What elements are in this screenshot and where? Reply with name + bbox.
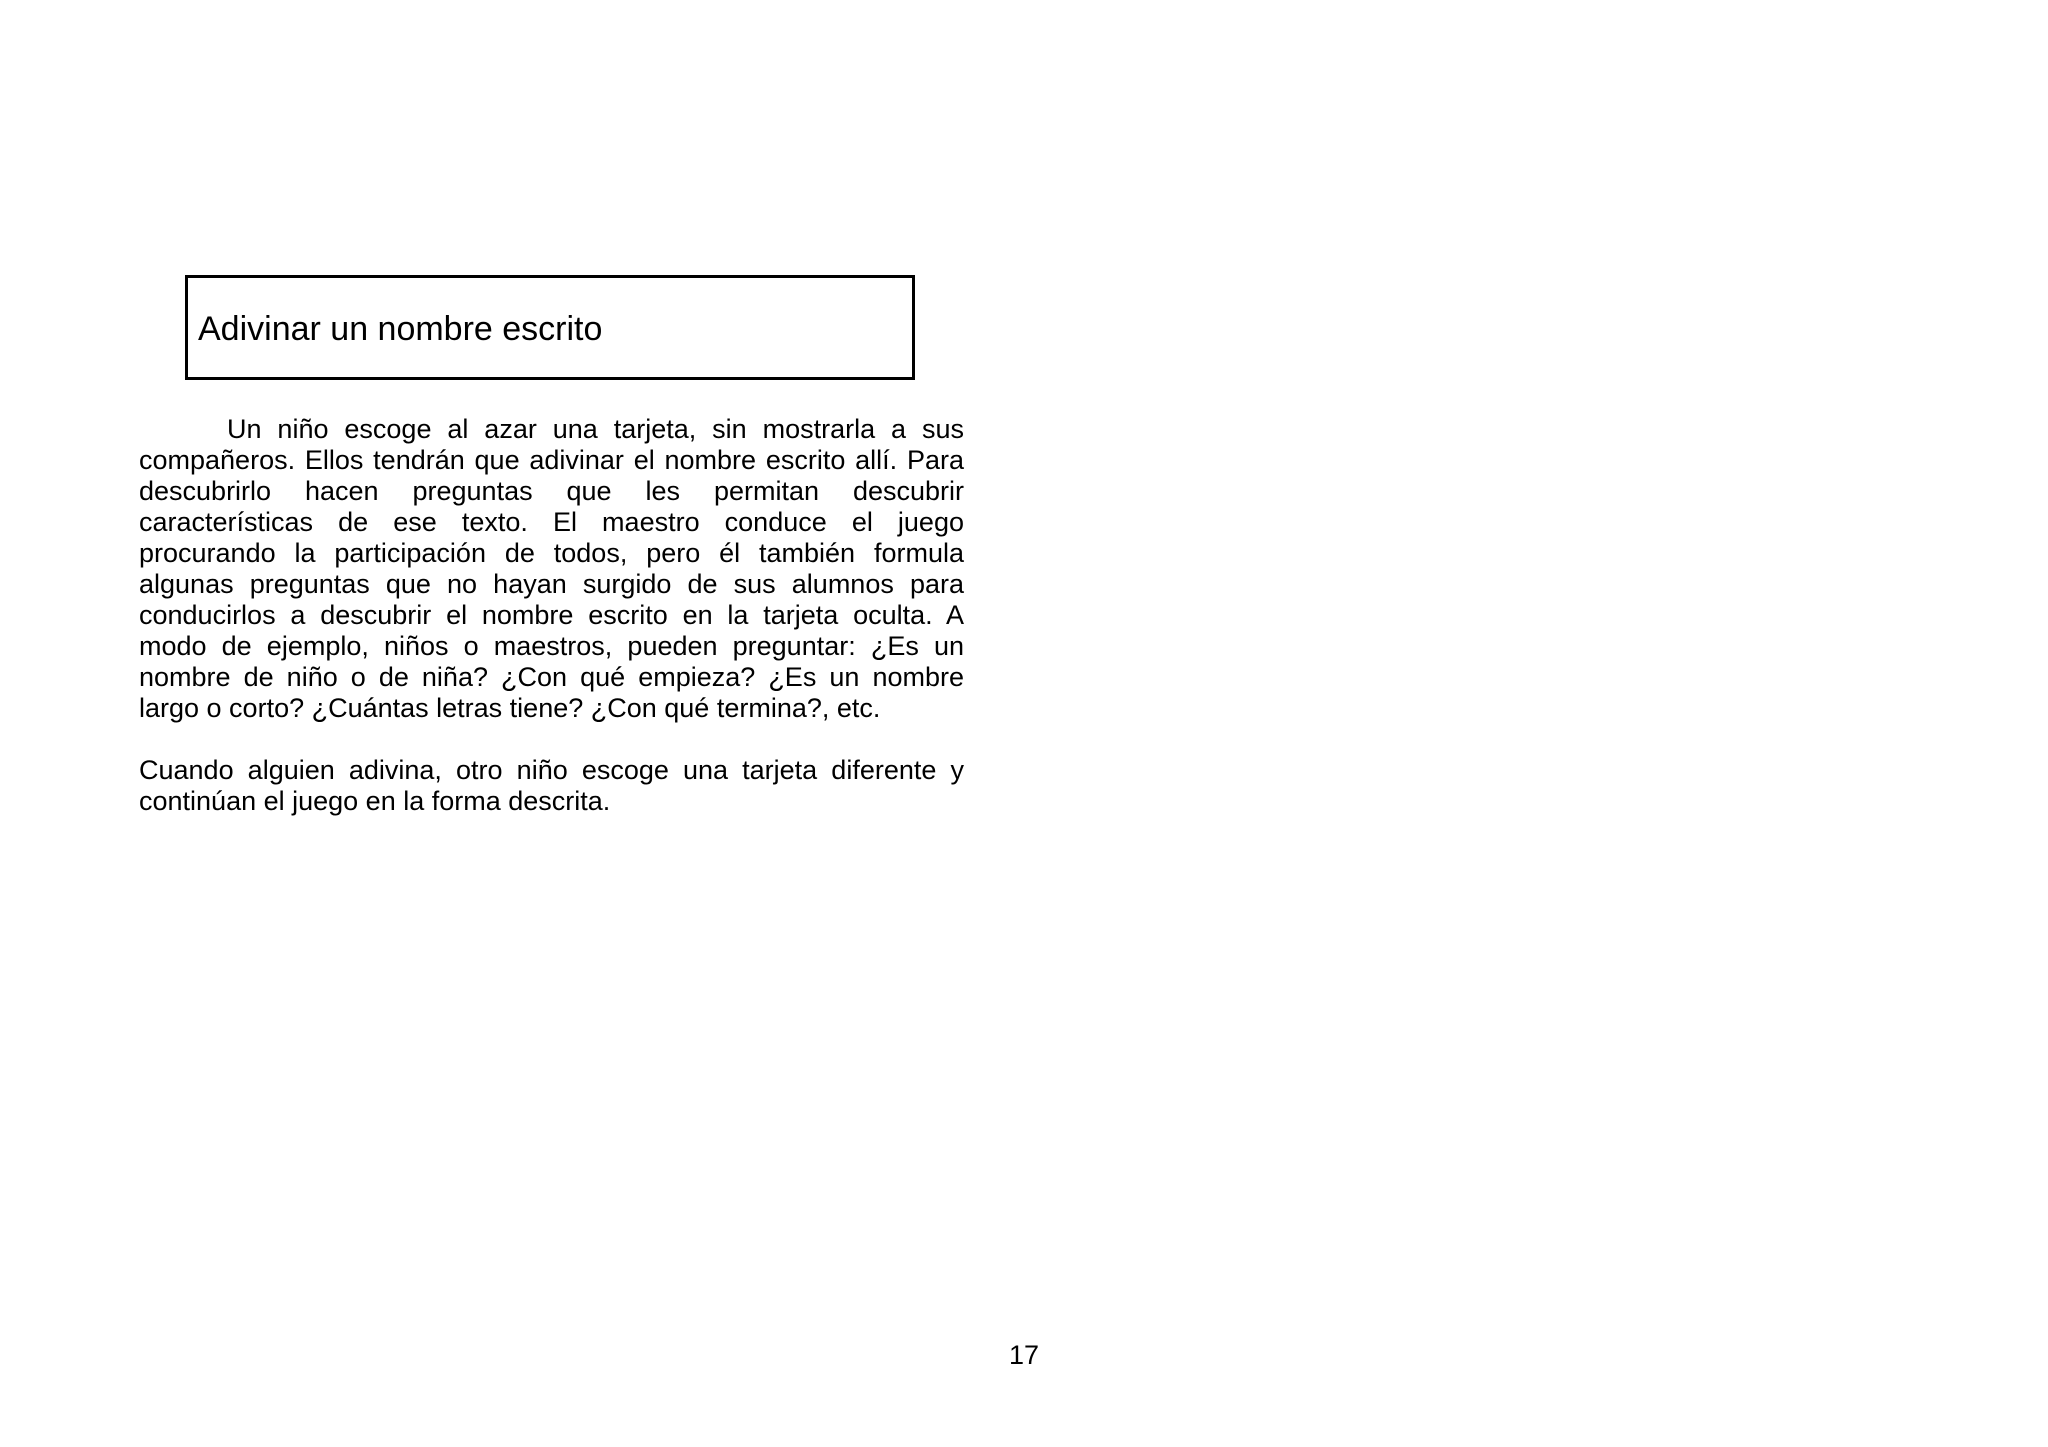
body-text xyxy=(139,414,964,817)
section-title: Adivinar un nombre escrito xyxy=(198,310,603,348)
paragraph-1: Un niño escoge al azar una tarjeta, sin mostrarla a sus compañeros. Ellos tendrán que adivinar el nombre escrito allí. Para descubrirlo hacen preguntas que les permitan descubrir características de ese texto. El maestro conduce el juego procurando la participación de todos, pero él también formula algunas preguntas que no hayan surgido de sus alumnos para conducirlos a descubrir el nombre escrito en la tarjeta oculta. A modo de ejemplo, niños o maestros, pueden preguntar: ¿Es un nombre de niño o de niña? ¿Con qué empieza? ¿Es un nombre largo o corto? ¿Cuántas letras tiene? ¿Con qué termina?, etc. xyxy=(139,414,964,723)
section-title-box xyxy=(185,275,915,380)
paragraph-2: Cuando alguien adivina, otro niño escoge una tarjeta diferente y continúan el juego en la forma descrita. xyxy=(139,755,964,816)
page-number: 17 xyxy=(1008,1340,1040,1370)
